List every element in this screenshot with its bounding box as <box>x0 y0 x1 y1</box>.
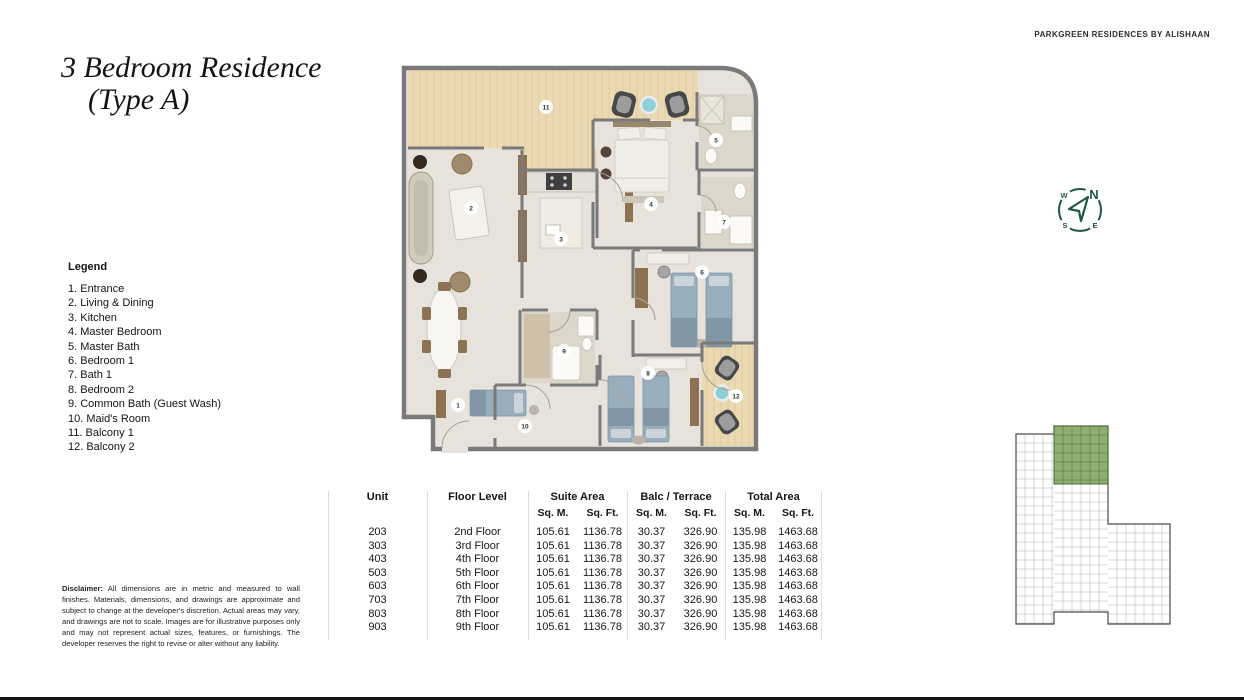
table-cell: 30.37 <box>637 553 666 566</box>
disclaimer-label: Disclaimer: <box>62 584 103 593</box>
area-table <box>328 489 822 635</box>
legend-item: 8. Bedroom 2 <box>68 383 135 396</box>
table-cell: 326.90 <box>683 526 718 538</box>
table-cell: 8th Floor <box>455 607 500 620</box>
table-cell: 1136.78 <box>583 580 622 593</box>
table-cell: 326.90 <box>683 553 718 566</box>
table-cell: 703 <box>368 593 387 606</box>
table-cell: 105.61 <box>536 621 570 634</box>
page-title-line1: 3 Bedroom Residence <box>61 51 322 84</box>
table-cell: 30.37 <box>637 593 666 606</box>
table-cell: 30.37 <box>637 580 666 593</box>
table-row <box>328 553 822 567</box>
col-header-suite-area: Suite Area <box>550 491 605 503</box>
legend <box>68 261 221 455</box>
table-cell: 135.98 <box>732 553 767 566</box>
area-table-body <box>328 526 822 635</box>
table-cell: 9th Floor <box>455 621 500 634</box>
plan-marker-number: 5 <box>714 137 718 145</box>
table-cell: 105.61 <box>536 580 570 593</box>
plan-marker-number: 9 <box>562 348 566 356</box>
plan-marker-number: 2 <box>469 205 473 213</box>
table-row <box>328 608 822 622</box>
subheader-sqm: Sq. M. <box>636 507 667 519</box>
entrance-door-opening <box>442 444 468 453</box>
compass-needle <box>1069 197 1088 221</box>
table-cell: 135.98 <box>732 526 767 538</box>
table-cell: 1136.78 <box>583 526 622 538</box>
plan-marker-number: 11 <box>542 104 550 112</box>
subheader-sqft: Sq. Ft. <box>684 507 717 519</box>
table-cell: 30.37 <box>637 539 666 552</box>
table-cell: 1463.68 <box>778 553 818 566</box>
col-header-total-area: Total Area <box>747 491 800 503</box>
table-row <box>328 594 822 608</box>
table-cell: 503 <box>368 566 387 579</box>
table-cell: 105.61 <box>536 566 570 579</box>
table-group-header-row <box>328 489 822 503</box>
legend-list <box>68 282 221 455</box>
table-cell: 403 <box>368 553 387 566</box>
table-cell: 326.90 <box>683 580 718 593</box>
table-cell: 135.98 <box>732 621 767 634</box>
legend-item: 9. Common Bath (Guest Wash) <box>68 398 222 411</box>
key-plan <box>1008 424 1178 642</box>
table-cell: 30.37 <box>637 621 666 634</box>
legend-heading: Legend <box>68 261 108 273</box>
plan-marker-number: 12 <box>732 393 740 401</box>
legend-item: 7. Bath 1 <box>68 369 113 382</box>
table-cell: 7th Floor <box>455 593 500 606</box>
plan-marker-number: 7 <box>722 219 726 227</box>
table-cell: 6th Floor <box>455 580 500 593</box>
table-row <box>328 621 822 635</box>
table-cell: 3rd Floor <box>455 539 500 552</box>
legend-item: 10. Maid's Room <box>68 412 151 425</box>
table-row <box>328 526 822 540</box>
table-cell: 1463.68 <box>778 539 818 552</box>
table-row <box>328 567 822 581</box>
subheader-sqft: Sq. Ft. <box>586 507 619 519</box>
compass-west-label: W <box>1060 191 1068 200</box>
legend-item: 11. Balcony 1 <box>68 427 134 440</box>
legend-item: 2. Living & Dining <box>68 297 154 310</box>
legend-item: 3. Kitchen <box>68 311 117 324</box>
plan-marker-number: 6 <box>700 269 704 277</box>
table-cell: 1136.78 <box>583 621 622 634</box>
subheader-sqft: Sq. Ft. <box>781 507 815 519</box>
table-cell: 1136.78 <box>583 566 622 579</box>
table-cell: 135.98 <box>732 593 767 606</box>
compass-south-label: S <box>1062 221 1068 230</box>
table-cell: 203 <box>368 526 387 538</box>
table-cell: 603 <box>368 580 387 593</box>
legend-item: 4. Master Bedroom <box>68 326 162 339</box>
plan-marker-number: 4 <box>649 201 653 209</box>
table-subheader-row <box>328 503 822 519</box>
disclaimer-text: All dimensions are in metric and measured to wall finishes. Materials, dimensions, and drawings are approximate and subject to change at the developer's discretion. Actual areas may vary, and drawings are not to scale. Images are for illustrative purposes only and may not represent actual sizes, features, or furnishings. The developer reserves the right to revise or alter without any liability. <box>62 584 300 648</box>
table-cell: 135.98 <box>732 566 767 579</box>
plan-marker-number: 10 <box>521 423 529 431</box>
table-cell: 326.90 <box>683 539 718 552</box>
table-cell: 1463.68 <box>778 607 818 620</box>
table-cell: 30.37 <box>637 607 666 620</box>
table-cell: 326.90 <box>683 566 718 579</box>
table-cell: 4th Floor <box>455 553 500 566</box>
table-cell: 105.61 <box>536 593 570 606</box>
table-cell: 135.98 <box>732 580 767 593</box>
plan-marker-number: 3 <box>559 236 563 244</box>
legend-item: 1. Entrance <box>68 283 125 295</box>
table-cell: 1136.78 <box>583 593 622 606</box>
table-cell: 30.37 <box>637 526 666 538</box>
table-cell: 326.90 <box>683 593 718 606</box>
table-cell: 1463.68 <box>778 621 818 634</box>
table-cell: 135.98 <box>732 607 767 620</box>
table-cell: 135.98 <box>732 539 767 552</box>
table-cell: 326.90 <box>683 607 718 620</box>
page-title <box>61 52 321 116</box>
table-row <box>328 540 822 554</box>
subheader-sqm: Sq. M. <box>734 507 765 519</box>
plan-marker-number: 1 <box>456 402 460 410</box>
subheader-sqm: Sq. M. <box>537 507 569 519</box>
table-cell: 803 <box>368 607 387 620</box>
table-cell: 105.61 <box>536 526 570 538</box>
table-cell: 2nd Floor <box>454 526 501 538</box>
col-header-unit: Unit <box>366 491 389 503</box>
table-cell: 1136.78 <box>583 607 622 620</box>
legend-item: 5. Master Bath <box>68 340 140 353</box>
compass-north-label: N <box>1089 187 1099 202</box>
legend-item: 6. Bedroom 1 <box>68 355 135 368</box>
table-cell: 1136.78 <box>583 539 622 552</box>
compass-east-label: E <box>1092 221 1098 230</box>
table-cell: 5th Floor <box>455 566 500 579</box>
legend-item: 12. Balcony 2 <box>68 441 135 454</box>
col-header-floor-level: Floor Level <box>448 491 507 503</box>
table-cell: 1463.68 <box>778 593 818 606</box>
table-cell: 1136.78 <box>583 553 622 566</box>
table-cell: 30.37 <box>637 566 666 579</box>
compass-icon <box>1048 176 1112 240</box>
plan-marker-number: 8 <box>646 370 650 378</box>
table-cell: 1463.68 <box>778 566 818 579</box>
table-cell: 105.61 <box>536 607 570 620</box>
table-cell: 1463.68 <box>778 580 818 593</box>
page-title-line2: (Type A) <box>88 82 190 116</box>
table-cell: 105.61 <box>536 553 570 566</box>
disclaimer <box>62 584 300 650</box>
table-cell: 105.61 <box>536 539 570 552</box>
table-cell: 326.90 <box>683 621 718 634</box>
floor-plan <box>400 60 760 455</box>
table-cell: 303 <box>368 539 387 552</box>
col-header-balc-terrace: Balc / Terrace <box>640 491 712 503</box>
table-row <box>328 580 822 594</box>
brand-text: PARKGREEN RESIDENCES BY ALISHAAN <box>1034 30 1210 39</box>
table-cell: 1463.68 <box>778 526 818 538</box>
table-cell: 903 <box>368 621 387 634</box>
